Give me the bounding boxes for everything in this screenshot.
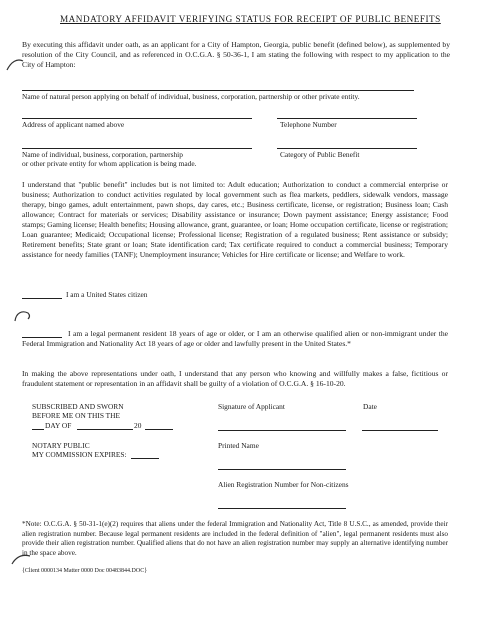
category-field-line[interactable] [277,148,417,149]
telephone-field-line[interactable] [277,118,417,119]
year-label: 20 [134,421,142,430]
category-field-label: Category of Public Benefit [280,150,360,159]
intro-paragraph: By executing this affidavit under oath, as an applicant for a City of Hampton, Georgia, public benefit (defined below), as supplemented by resolution of the City Council, and as referenced in O.C.G.A. § 50-36-1, I am stating the following with respect to my application to the City of Hampton: [22,40,450,69]
printed-name-label: Printed Name [218,441,259,450]
footnote: *Note: O.C.G.A. § 50-31-1(e)(2) requires that aliens under the federal Immigration and Nationality Act, Title 8 U.S.C., as amended, provide their alien registration number. Because legal permanent residents are included in the federal definition of "alien", legal permanent residents must also provide their alien registration number. Qualified aliens that do not have an alien registration number may supply an alternative identifying number in the space above. [22,520,448,557]
date-field-line[interactable] [362,430,438,431]
entity-field-label-1: Name of individual, business, corporation, partnership [22,150,183,159]
name-field-label: Name of natural person applying on behalf of individual, business, corporation, partnership or other private entity. [22,92,360,101]
signature-field-line[interactable] [218,430,346,431]
alien-registration-label: Alien Registration Number for Non-citizens [218,480,349,489]
document-reference: {Client 0000134 Matter 0000 Doc 00483844.DOC} [22,568,148,574]
notary-public-label: NOTARY PUBLIC [32,441,90,450]
notary-before-line: BEFORE ME ON THIS THE [32,411,121,420]
address-field-line[interactable] [22,118,252,119]
year-field-line[interactable] [145,429,173,430]
resident-statement: I am a legal permanent resident 18 years of age or older, or I am an otherwise qualified alien or non-immigrant under the Federal Immigration and Nationality Act 18 years of age or older and lawfully present in the United States.* [22,329,448,348]
telephone-field-label: Telephone Number [280,120,337,129]
printed-name-field-line[interactable] [218,469,346,470]
signature-label: Signature of Applicant [218,402,285,411]
address-field-label: Address of applicant named above [22,120,125,129]
citizen-checkbox-line[interactable] [22,298,62,299]
date-label: Date [363,402,377,411]
perjury-statement: In making the above representations under oath, I understand that any person who knowing and willfully makes a false, fictitious or fraudulent statement or representation in an affidavit shall be guilty of a violation of O.C.G.A. § 16-10-20. [22,369,448,388]
entity-field-label-2: or other private entity for whom application is being made. [22,159,197,168]
day-field-line[interactable] [32,429,44,430]
entity-field-line[interactable] [22,148,252,149]
handwritten-mark [12,307,34,325]
public-benefit-definition: I understand that "public benefit" includes but is not limited to: Adult education; Authorization to conduct a commercial enterprise or business; Authorization to conduct activities regulated by local government such as flea markets, peddlers, sidewalk vendors, massage therapy, bingo games, adult entertainment, pawn shops, day cares, etc.; Business certificate, license, or registration; Business loan; Cash allowance; Contract for materials or services; Disability assistance or insurance; Down payment assistance; Energy assistance; Food stamps; Gaming license; Health benefits; Housing allowance, grant, guarantee, or loan; Home occupation certificate, license or registration; Loan guarantee; Medicaid; Occupational license; Professional license; Registration of a regulated business; Rent assistance or subsidy; Retirement benefits; State grant or loan; State identification card; Tax certificate required to conduct a commercial business; Temporary assistance for needy families (TANF); Unemployment insurance; Vehicles for Hire certificate or license; and Welfare to work. [22,180,448,259]
notary-sworn-line: SUBSCRIBED AND SWORN [32,402,124,411]
document-title: MANDATORY AFFIDAVIT VERIFYING STATUS FOR RECEIPT OF PUBLIC BENEFITS [60,14,441,24]
name-field-line[interactable] [22,90,414,91]
commission-field-line[interactable] [131,458,159,459]
commission-expires-label: MY COMMISSION EXPIRES: [32,450,127,459]
alien-registration-field-line[interactable] [218,508,346,509]
month-field-line[interactable] [77,429,133,430]
citizen-statement: I am a United States citizen [66,290,148,299]
day-of-label: DAY OF [45,421,72,430]
